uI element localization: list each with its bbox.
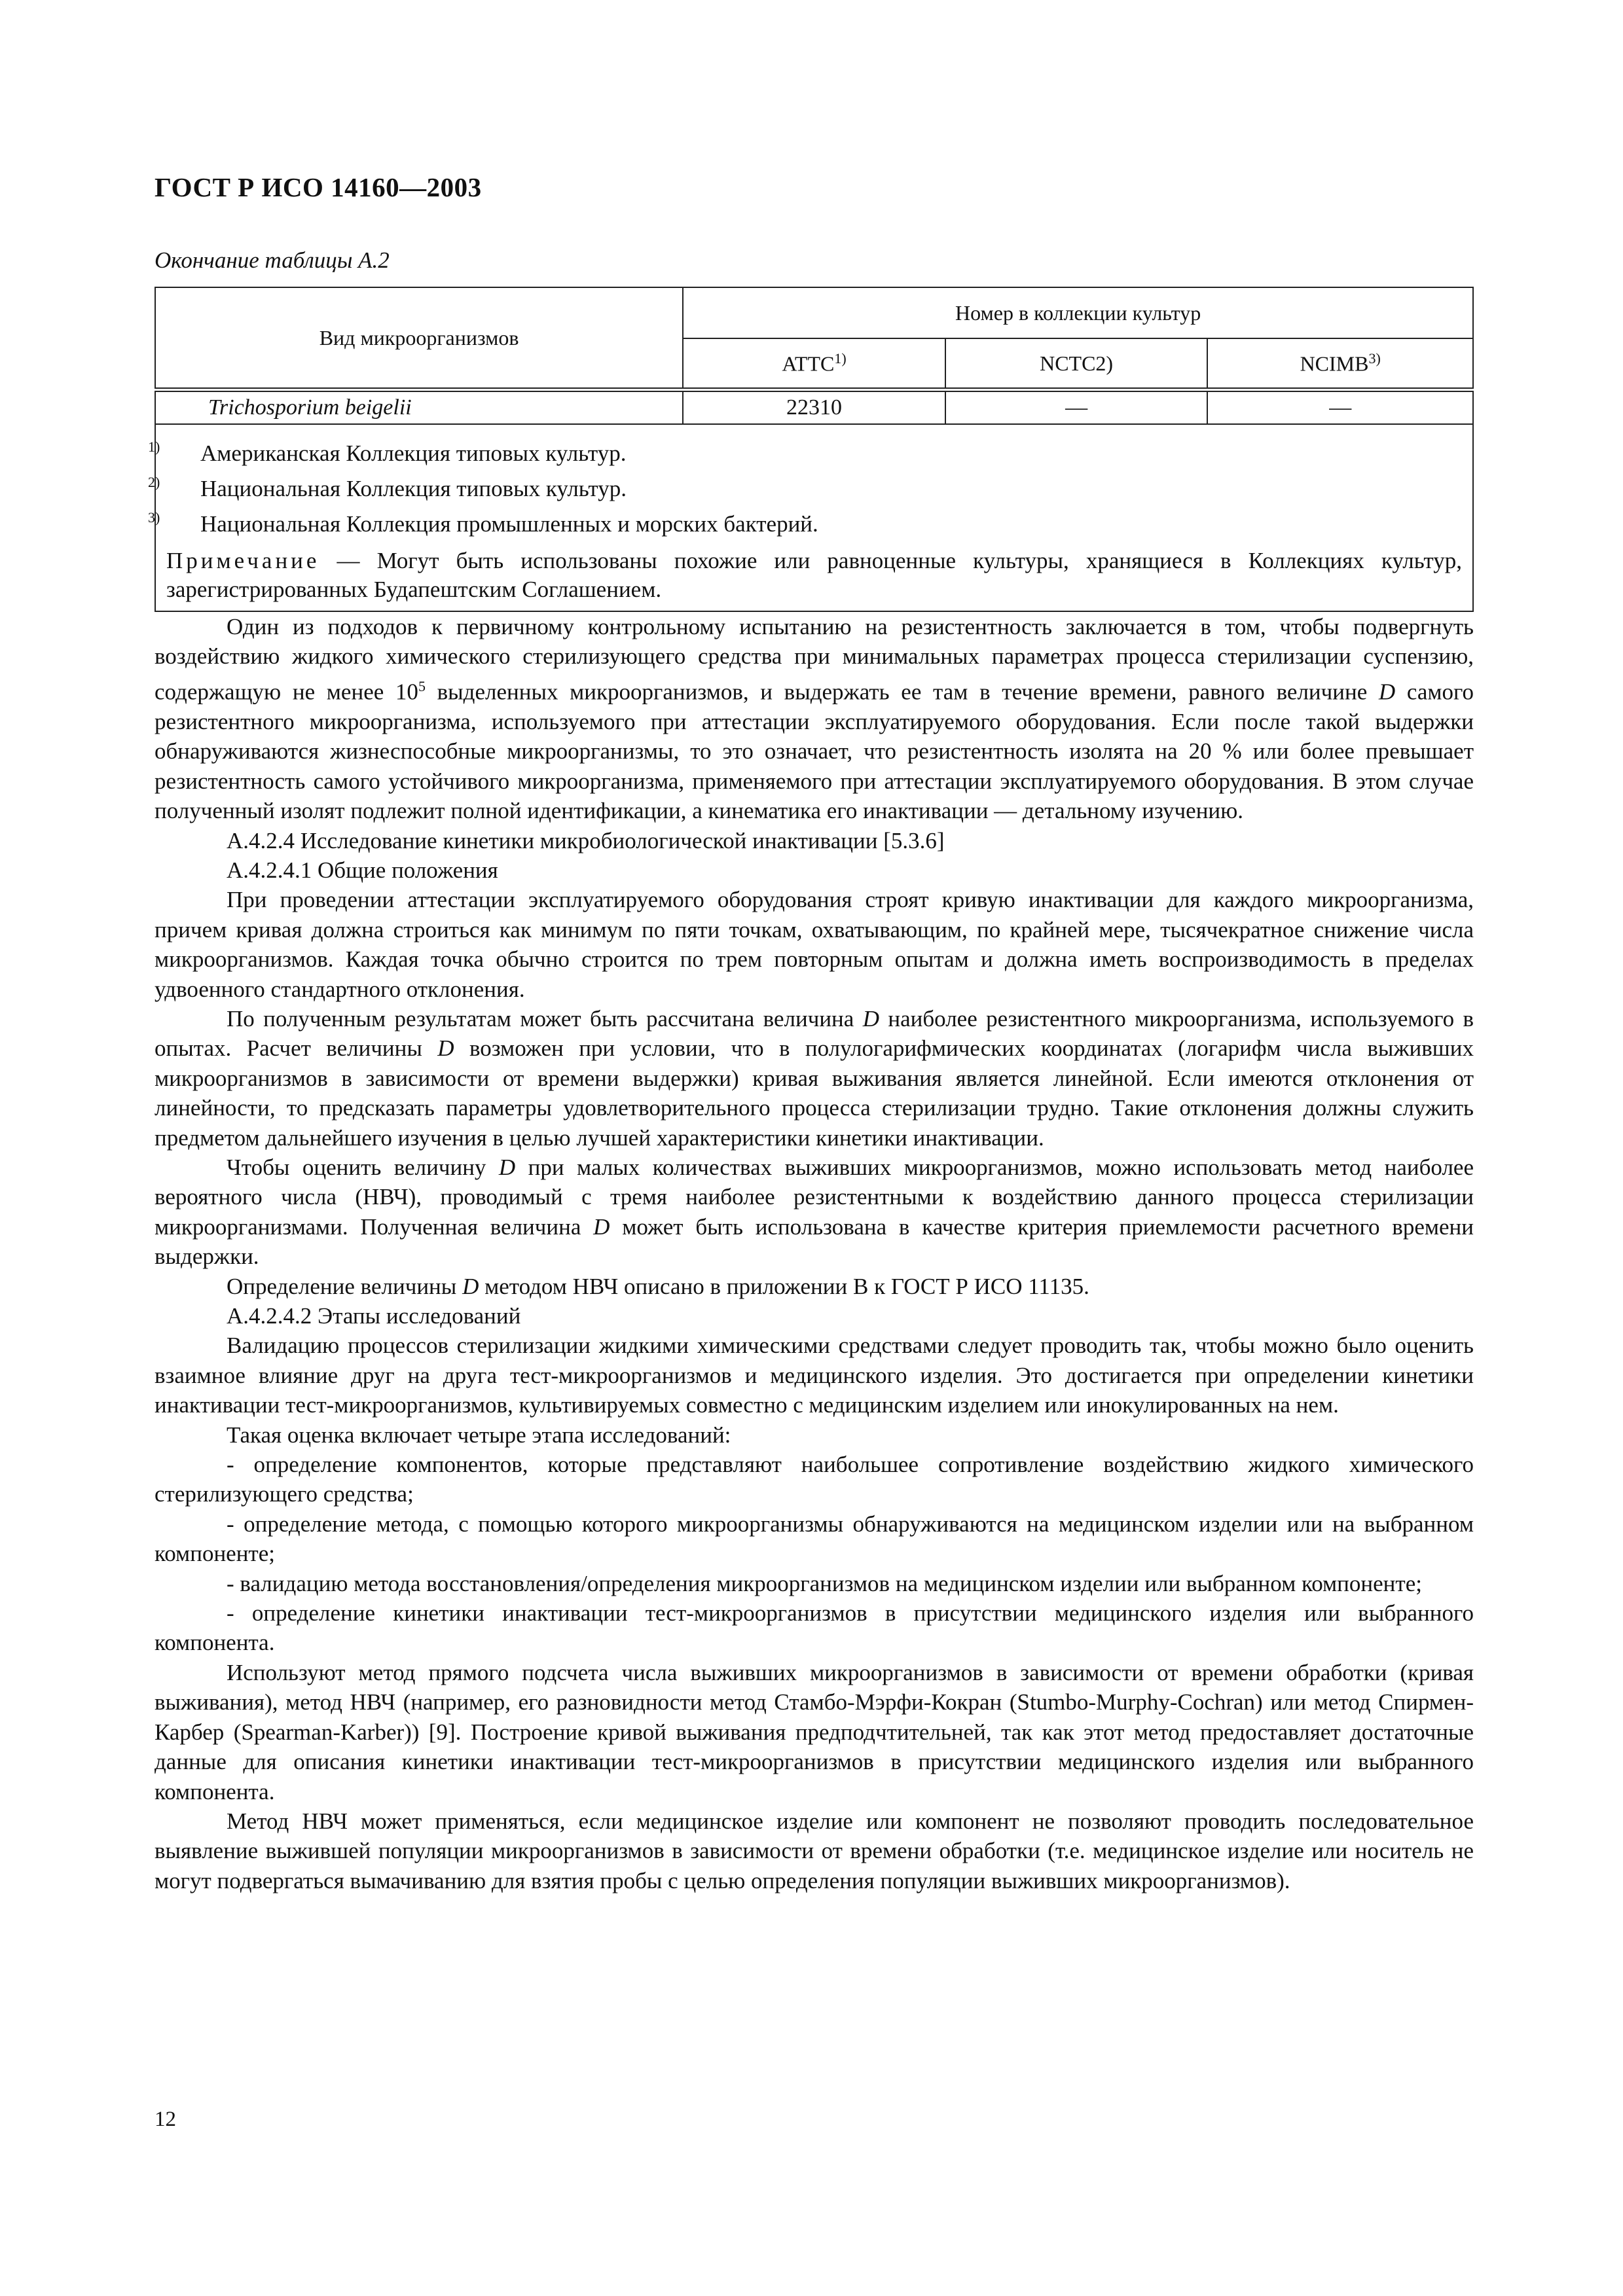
- paragraph: Метод НВЧ может применяться, если медицинское изделие или компонент не позволяют проводить последовательное выявление выжившей популяции микроорганизмов в зависимости от времени обработки (т.е. медицинское изделие или носитель не могут подвергаться вымачиванию для взятия пробы с целью определения популяции выживших микроорганизмов).: [155, 1808, 1474, 1893]
- paragraph: Один из подходов к первичному контрольному испытанию на резистентность заключается в том, чтобы подвергнуть воздействию жидкого химического стерилизующего средства при минимальных параметрах процесса стерилизации суспензию, содержащую не менее $10^5$ выделенных микроорганизмов, и выдержать ее там в течение времени, равного величине D самого резистентного микроорганизма, используемого при аттестации эксплуатируемого оборудования. Если после такой выдержки обнаруживаются жизнеспособные микроорганизмы, то это означает, что резистентность изолята на 20 % или более превышает резистентность самого устойчивого микроорганизма, применяемого при аттестации эксплуатируемого оборудования. В этом случае полученный изолят подлежит полной идентификации, а кинематика его инактивации — детальному изучению.: [155, 614, 1474, 824]
- cell-ncimb: —: [1207, 390, 1473, 425]
- body-text: [155, 612, 1474, 1895]
- footnote-1: $^{1)}$ Американская Коллекция типовых культур.: [148, 439, 627, 466]
- paragraph: Такая оценка включает четыре этапа исследований:: [227, 1422, 731, 1448]
- page-number: 12: [155, 2108, 176, 2131]
- document-header: ГОСТ Р ИСО 14160—2003: [155, 172, 482, 202]
- list-item: - определение метода, с помощью которого микроорганизмы обнаруживаются на медицинском изделии или на выбранном компоненте;: [155, 1511, 1474, 1567]
- table-note: Примечание — Могут быть использованы похожие или равноценные культуры, хранящиеся в Коллекциях культур, зарегистрированных Будапештским Соглашением.: [166, 548, 1462, 602]
- cell-nctc: —: [945, 390, 1208, 425]
- paragraph: Чтобы оценить величину D при малых количествах выживших микроорганизмов, можно использовать метод наиболее вероятного числа (НВЧ), проводимый с тремя наиболее резистентными к воздействию данного процесса стерилизации микроорганизмами. Полученная величина D может быть использована в качестве критерия приемлемости расчетного времени выдержки.: [155, 1154, 1474, 1270]
- footnote-3: $^{3)}$ Национальная Коллекция промышленных и морских бактерий.: [148, 509, 818, 537]
- header-nctc: NCTC2): [945, 338, 1208, 390]
- section-heading: А.4.2.4.2 Этапы исследований: [227, 1303, 521, 1329]
- section-heading: А.4.2.4 Исследование кинетики микробиологической инактивации [5.3.6]: [227, 827, 945, 853]
- paragraph: Определение величины D методом НВЧ описано в приложении В к ГОСТ Р ИСО 11135.: [227, 1273, 1089, 1299]
- header-collection-number: Номер в коллекции культур: [683, 287, 1473, 338]
- list-item: - определение компонентов, которые представляют наибольшее сопротивление воздействию жидкого химического стерилизующего средства;: [155, 1452, 1474, 1507]
- list-item: - валидацию метода восстановления/определения микроорганизмов на медицинском изделии или выбранном компоненте;: [227, 1570, 1422, 1596]
- section-heading: А.4.2.4.1 Общие положения: [227, 857, 498, 883]
- paragraph: По полученным результатам может быть рассчитана величина D наиболее резистентного микроорганизма, используемого в опытах. Расчет величины D возможен при условии, что в полулогарифмических координатах (логарифм числа выживших микроорганизмов в зависимости от времени выдержки) кривая выживания является линейной. Если имеются отклонения от линейности, то предсказать параметры удовлетворительного процесса стерилизации трудно. Такие отклонения должны служить предметом дальнейшего изучения в целью лучшей характеристики кинетики инактивации.: [155, 1005, 1474, 1151]
- paragraph: Используют метод прямого подсчета числа выживших микроорганизмов в зависимости от времени обработки (кривая выживания), метод НВЧ (например, его разновидности метод Стамбо-Мэрфи-Кокран (Stumbo-Murphy-Cochran) или метод Спирмен-Карбер (Spearman-Karber)) [9]. Построение кривой выживания предподчтительней, так как этот метод предоставляет достаточные данные для описания кинетики инактивации тест-микроорганизмов в присутствии медицинского изделия или выбранного компонента.: [155, 1659, 1474, 1804]
- table-footnotes: [148, 424, 1473, 611]
- header-ncimb: NCIMB$^{3)}$: [1207, 338, 1473, 390]
- paragraph: Валидацию процессов стерилизации жидкими химическими средствами следует проводить так, чтобы можно было оценить взаимное влияние друг на друга тест-микроорганизмов и медицинского изделия. Это достигается при определении кинетики инактивации тест-микроорганизмов, культивируемых совместно с медицинским изделием или инокулированных на нем.: [155, 1333, 1474, 1418]
- table-caption: Окончание таблицы А.2: [155, 247, 390, 273]
- footnote-2: $^{2)}$ Национальная Коллекция типовых культур.: [148, 474, 627, 501]
- header-species: Вид микроорганизмов: [155, 287, 683, 390]
- cell-species: Trichosporium beigelii: [155, 390, 683, 425]
- list-item: - определение кинетики инактивации тест-микроорганизмов в присутствии медицинского изделия или выбранного компонента.: [155, 1600, 1474, 1656]
- culture-collection-table: [148, 287, 1474, 612]
- header-atcc: ATTC$^{1)}$: [683, 338, 945, 390]
- paragraph: При проведении аттестации эксплуатируемого оборудования строят кривую инактивации для каждого микроорганизма, причем кривая должна строиться как минимум по пяти точкам, охватывающим, по крайней мере, тысячекратное снижение числа микроорганизмов. Каждая точка обычно строится по трем повторным опытам и должна иметь воспроизводимость в пределах удвоенного стандартного отклонения.: [155, 887, 1474, 1002]
- cell-atcc: 22310: [683, 390, 945, 425]
- table-row: [155, 390, 1473, 425]
